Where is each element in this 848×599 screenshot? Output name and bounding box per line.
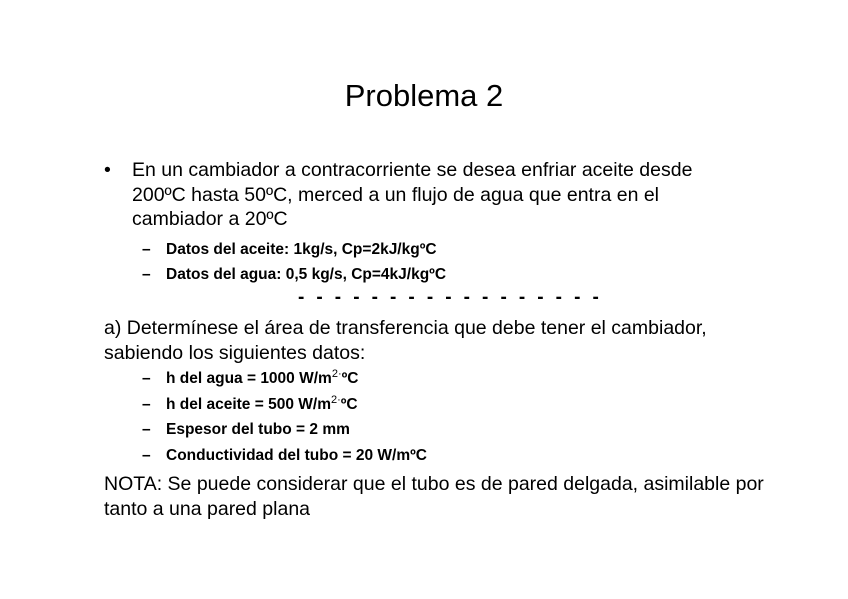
dashed-separator: - - - - - - - - - - - - - - - - - — [298, 287, 603, 308]
sub-item-text — [166, 366, 358, 392]
sub-item-text: Datos del agua: 0,5 kg/s, Cp=4kJ/kgºC — [166, 266, 447, 283]
sub-item-text — [166, 392, 358, 418]
part-a-question: a) Determínese el área de transferencia que debe tener el cambiador, sabiendo los siguientes datos: — [104, 317, 707, 364]
bullet-marker: • — [104, 159, 111, 181]
dash-marker: – — [142, 446, 151, 464]
sub-item-h-oil — [104, 392, 704, 418]
bullet-text: En un cambiador a contracorriente se desea enfriar aceite desde 200ºC hasta 50ºC, merced a un flujo de agua que entra en el cambiador a 20ºC — [132, 159, 693, 230]
sub-item-text-unit: ºC — [340, 395, 358, 413]
sub-item-tube-thickness — [104, 417, 704, 443]
sub-item-text: Datos del aceite: 1kg/s, Cp=2kJ/kgºC — [166, 240, 437, 258]
sub-item-oil-data — [104, 237, 744, 263]
dash-marker: – — [142, 395, 151, 413]
sub-item-text-main: h del agua = 1000 W/m — [166, 370, 332, 387]
dash-marker: – — [142, 266, 151, 283]
part-a-data-list — [104, 366, 704, 468]
bullet-item — [104, 158, 744, 232]
note-paragraph: NOTA: Se puede considerar que el tubo es de pared delgada, asimilable por tanto a una pared plana — [104, 473, 764, 520]
superscript: 2· — [331, 368, 342, 380]
sub-item-text: Espesor del tubo = 2 mm — [166, 421, 350, 438]
sub-item-text: Conductividad del tubo = 20 W/mºC — [166, 446, 427, 464]
sub-item-water-data — [104, 262, 744, 288]
dash-marker: – — [142, 240, 151, 258]
sub-item-tube-conductivity — [104, 443, 704, 469]
dash-marker: – — [142, 370, 151, 387]
problem-statement — [104, 158, 744, 288]
superscript: 2· — [330, 393, 341, 406]
sub-item-text-main: h del aceite = 500 W/m — [166, 395, 331, 413]
dash-marker: – — [142, 421, 151, 438]
slide-title: Problema 2 — [344, 78, 504, 113]
sub-item-h-water — [104, 366, 704, 392]
oil-water-data-list — [104, 237, 744, 288]
sub-item-text-unit: ºC — [341, 370, 359, 387]
